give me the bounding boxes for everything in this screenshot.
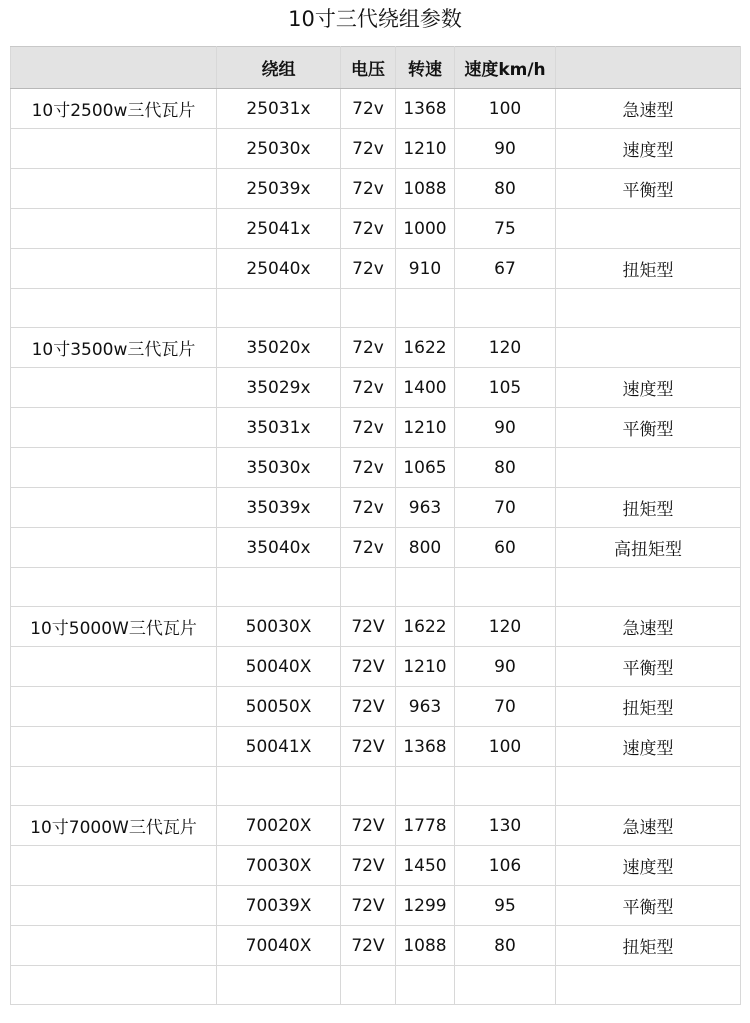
rpm-cell: 963 xyxy=(396,488,455,528)
empty-cell xyxy=(11,568,217,607)
winding-cell: 70040X xyxy=(217,926,341,966)
rpm-cell: 1450 xyxy=(396,846,455,886)
rpm-cell: 1210 xyxy=(396,408,455,448)
winding-cell: 35031x xyxy=(217,408,341,448)
header-voltage: 电压 xyxy=(341,47,396,89)
winding-cell: 35040x xyxy=(217,528,341,568)
header-rpm: 转速 xyxy=(396,47,455,89)
rpm-cell: 1210 xyxy=(396,647,455,687)
rpm-cell: 1000 xyxy=(396,209,455,249)
rpm-cell: 1065 xyxy=(396,448,455,488)
table-row xyxy=(11,249,741,289)
model-cell xyxy=(11,169,217,209)
type-cell: 急速型 xyxy=(556,607,741,647)
voltage-cell: 72v xyxy=(341,528,396,568)
speed-cell: 90 xyxy=(455,129,556,169)
table-row xyxy=(11,328,741,368)
model-cell xyxy=(11,727,217,767)
empty-cell xyxy=(396,767,455,806)
table-row xyxy=(11,169,741,209)
type-cell: 平衡型 xyxy=(556,647,741,687)
voltage-cell: 72V xyxy=(341,647,396,687)
table-row xyxy=(11,89,741,129)
speed-cell: 70 xyxy=(455,488,556,528)
type-cell: 速度型 xyxy=(556,368,741,408)
winding-cell: 25041x xyxy=(217,209,341,249)
winding-cell: 25040x xyxy=(217,249,341,289)
speed-cell: 106 xyxy=(455,846,556,886)
voltage-cell: 72V xyxy=(341,687,396,727)
table-row xyxy=(11,448,741,488)
winding-cell: 50050X xyxy=(217,687,341,727)
empty-cell xyxy=(217,966,341,1005)
speed-cell: 105 xyxy=(455,368,556,408)
voltage-cell: 72V xyxy=(341,926,396,966)
type-cell: 高扭矩型 xyxy=(556,528,741,568)
empty-cell xyxy=(341,289,396,328)
winding-cell: 50040X xyxy=(217,647,341,687)
rpm-cell: 1299 xyxy=(396,886,455,926)
type-cell: 扭矩型 xyxy=(556,926,741,966)
table-row xyxy=(11,687,741,727)
model-cell: 10寸5000W三代瓦片 xyxy=(11,607,217,647)
type-cell: 平衡型 xyxy=(556,408,741,448)
rpm-cell: 1622 xyxy=(396,607,455,647)
speed-cell: 67 xyxy=(455,249,556,289)
table-body xyxy=(11,89,741,1005)
empty-cell xyxy=(556,767,741,806)
model-cell: 10寸7000W三代瓦片 xyxy=(11,806,217,846)
voltage-cell: 72V xyxy=(341,727,396,767)
winding-cell: 25031x xyxy=(217,89,341,129)
winding-params-table xyxy=(10,46,741,1005)
rpm-cell: 1622 xyxy=(396,328,455,368)
model-cell xyxy=(11,368,217,408)
type-cell xyxy=(556,209,741,249)
separator-row xyxy=(11,568,741,607)
type-cell: 平衡型 xyxy=(556,169,741,209)
table-row xyxy=(11,408,741,448)
voltage-cell: 72v xyxy=(341,448,396,488)
empty-cell xyxy=(455,966,556,1005)
empty-cell xyxy=(396,289,455,328)
model-cell xyxy=(11,129,217,169)
rpm-cell: 1368 xyxy=(396,89,455,129)
table-row xyxy=(11,528,741,568)
separator-row xyxy=(11,767,741,806)
table-row xyxy=(11,727,741,767)
table-row xyxy=(11,368,741,408)
voltage-cell: 72v xyxy=(341,209,396,249)
winding-cell: 35020x xyxy=(217,328,341,368)
rpm-cell: 963 xyxy=(396,687,455,727)
separator-row xyxy=(11,966,741,1005)
type-cell: 速度型 xyxy=(556,727,741,767)
table-row xyxy=(11,129,741,169)
winding-cell: 70039X xyxy=(217,886,341,926)
empty-cell xyxy=(556,966,741,1005)
voltage-cell: 72v xyxy=(341,368,396,408)
type-cell: 急速型 xyxy=(556,89,741,129)
empty-cell xyxy=(556,568,741,607)
voltage-cell: 72v xyxy=(341,488,396,528)
model-cell xyxy=(11,926,217,966)
empty-cell xyxy=(455,568,556,607)
rpm-cell: 800 xyxy=(396,528,455,568)
page-title: 10寸三代绕组参数 xyxy=(288,7,462,31)
voltage-cell: 72v xyxy=(341,249,396,289)
voltage-cell: 72V xyxy=(341,886,396,926)
table-row xyxy=(11,647,741,687)
model-cell xyxy=(11,687,217,727)
model-cell xyxy=(11,488,217,528)
winding-cell: 35029x xyxy=(217,368,341,408)
empty-cell xyxy=(11,289,217,328)
rpm-cell: 1088 xyxy=(396,169,455,209)
type-cell: 速度型 xyxy=(556,129,741,169)
table-row xyxy=(11,806,741,846)
speed-cell: 90 xyxy=(455,647,556,687)
empty-cell xyxy=(11,966,217,1005)
empty-cell xyxy=(217,568,341,607)
table-row xyxy=(11,926,741,966)
header-winding: 绕组 xyxy=(217,47,341,89)
empty-cell xyxy=(341,568,396,607)
rpm-cell: 1088 xyxy=(396,926,455,966)
empty-cell xyxy=(396,568,455,607)
type-cell: 速度型 xyxy=(556,846,741,886)
rpm-cell: 1210 xyxy=(396,129,455,169)
voltage-cell: 72V xyxy=(341,806,396,846)
type-cell: 扭矩型 xyxy=(556,687,741,727)
voltage-cell: 72v xyxy=(341,328,396,368)
table-row xyxy=(11,886,741,926)
model-cell xyxy=(11,528,217,568)
model-cell xyxy=(11,209,217,249)
type-cell: 平衡型 xyxy=(556,886,741,926)
speed-cell: 95 xyxy=(455,886,556,926)
winding-cell: 70020X xyxy=(217,806,341,846)
winding-cell: 70030X xyxy=(217,846,341,886)
winding-cell: 35030x xyxy=(217,448,341,488)
model-cell xyxy=(11,846,217,886)
rpm-cell: 1778 xyxy=(396,806,455,846)
model-cell: 10寸2500w三代瓦片 xyxy=(11,89,217,129)
voltage-cell: 72v xyxy=(341,169,396,209)
rpm-cell: 1368 xyxy=(396,727,455,767)
empty-cell xyxy=(11,767,217,806)
header-model xyxy=(11,47,217,89)
header-speed: 速度km/h xyxy=(455,47,556,89)
table-header xyxy=(11,47,741,89)
voltage-cell: 72v xyxy=(341,408,396,448)
rpm-cell: 1400 xyxy=(396,368,455,408)
empty-cell xyxy=(217,767,341,806)
header-type xyxy=(556,47,741,89)
empty-cell xyxy=(455,767,556,806)
table-row xyxy=(11,846,741,886)
model-cell xyxy=(11,408,217,448)
rpm-cell: 910 xyxy=(396,249,455,289)
empty-cell xyxy=(341,966,396,1005)
speed-cell: 120 xyxy=(455,607,556,647)
voltage-cell: 72V xyxy=(341,607,396,647)
empty-cell xyxy=(341,767,396,806)
voltage-cell: 72v xyxy=(341,89,396,129)
speed-cell: 80 xyxy=(455,448,556,488)
model-cell xyxy=(11,249,217,289)
speed-cell: 130 xyxy=(455,806,556,846)
table-row xyxy=(11,607,741,647)
header-row xyxy=(11,47,741,89)
type-cell: 扭矩型 xyxy=(556,249,741,289)
table-row xyxy=(11,209,741,249)
empty-cell xyxy=(556,289,741,328)
type-cell: 扭矩型 xyxy=(556,488,741,528)
speed-cell: 100 xyxy=(455,89,556,129)
speed-cell: 75 xyxy=(455,209,556,249)
speed-cell: 120 xyxy=(455,328,556,368)
winding-cell: 35039x xyxy=(217,488,341,528)
model-cell xyxy=(11,886,217,926)
speed-cell: 70 xyxy=(455,687,556,727)
type-cell xyxy=(556,328,741,368)
voltage-cell: 72V xyxy=(341,846,396,886)
empty-cell xyxy=(396,966,455,1005)
model-cell xyxy=(11,448,217,488)
empty-cell xyxy=(217,289,341,328)
winding-cell: 50041X xyxy=(217,727,341,767)
speed-cell: 60 xyxy=(455,528,556,568)
speed-cell: 80 xyxy=(455,169,556,209)
speed-cell: 80 xyxy=(455,926,556,966)
voltage-cell: 72v xyxy=(341,129,396,169)
speed-cell: 100 xyxy=(455,727,556,767)
separator-row xyxy=(11,289,741,328)
winding-cell: 50030X xyxy=(217,607,341,647)
speed-cell: 90 xyxy=(455,408,556,448)
type-cell xyxy=(556,448,741,488)
type-cell: 急速型 xyxy=(556,806,741,846)
table-row xyxy=(11,488,741,528)
model-cell xyxy=(11,647,217,687)
empty-cell xyxy=(455,289,556,328)
winding-cell: 25039x xyxy=(217,169,341,209)
model-cell: 10寸3500w三代瓦片 xyxy=(11,328,217,368)
winding-cell: 25030x xyxy=(217,129,341,169)
